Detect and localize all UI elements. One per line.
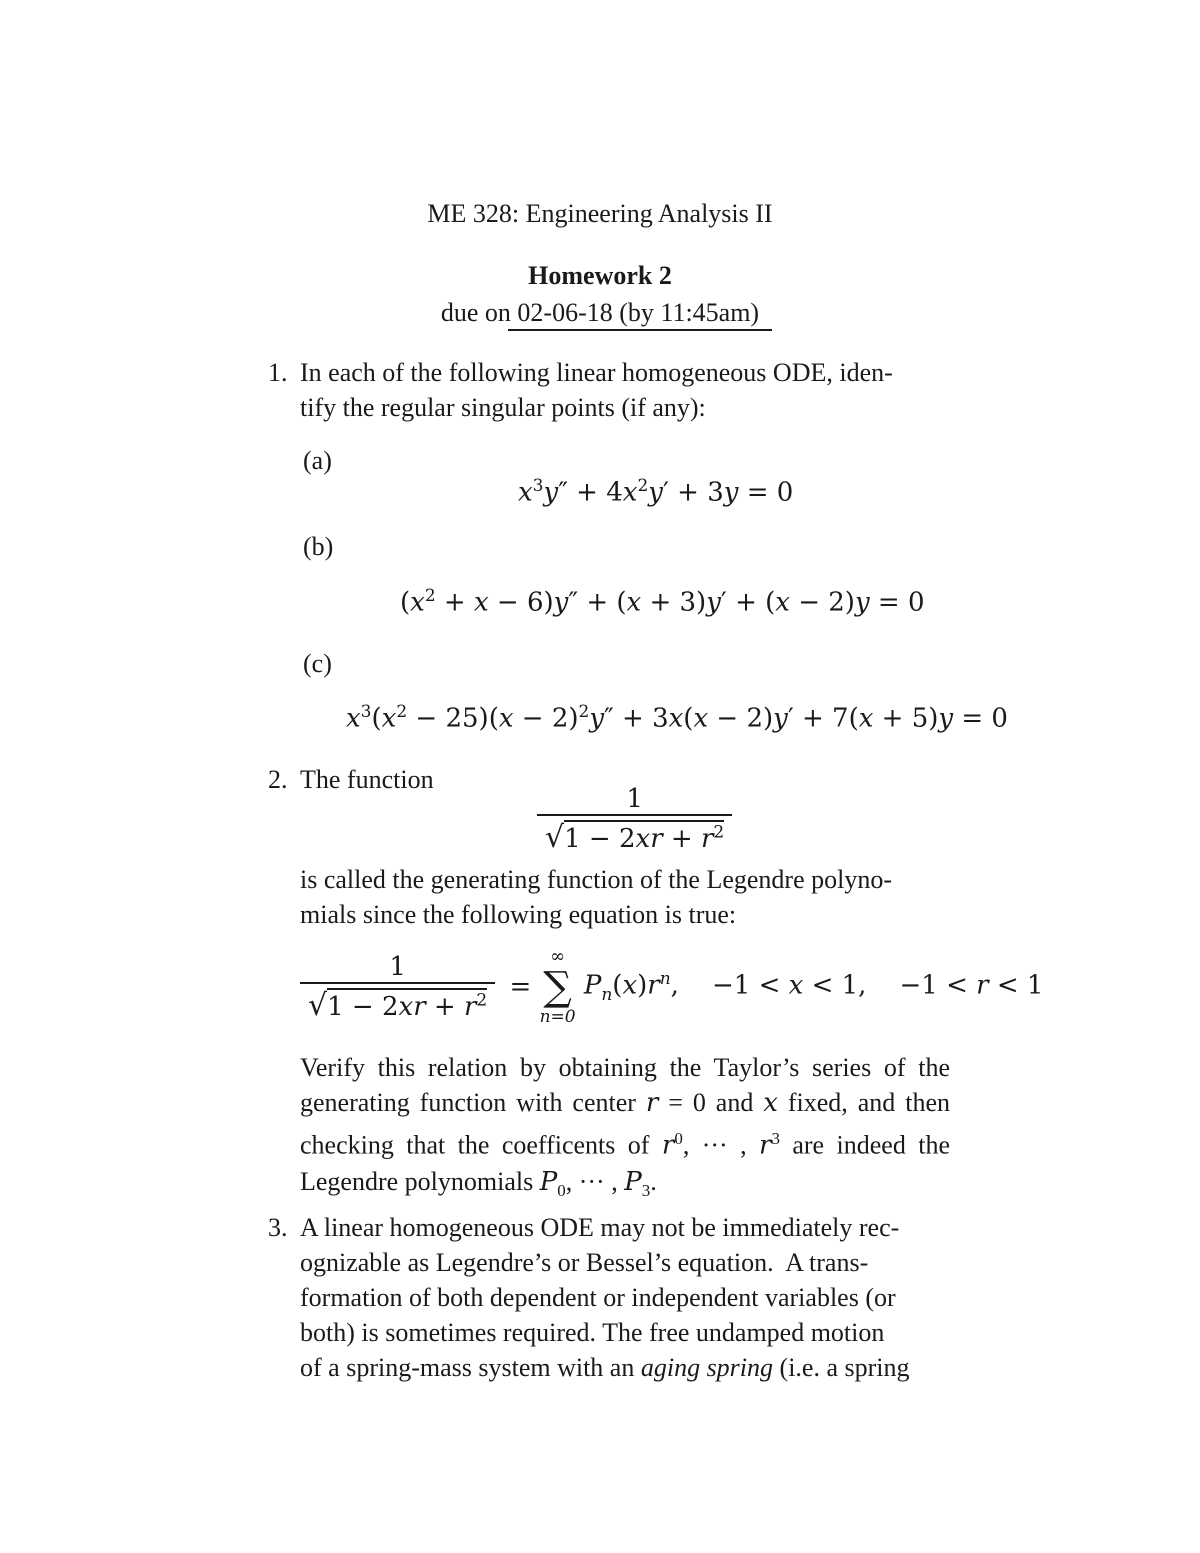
problem-2-number: 2.	[268, 765, 288, 794]
sigma-symbol: ∑	[543, 964, 572, 1010]
course-title: ME 328: Engineering Analysis II	[427, 199, 773, 228]
problem-1-intro: In each of the following linear homogeneous ODE, iden- tify the regular singular points (if any):	[300, 358, 893, 422]
legendre-generating-equation: $\frac{1}{√1 - 2xr + r^2}$ = ∞ ∑ n=0 $P_n(x)r^n$, −1 < x < 1, −1 < r < 1	[300, 948, 1043, 1026]
problem-2-text1: is called the generating function of the Legendre polyno- mials since the following equation is true:	[300, 865, 893, 929]
equation-1a: $x^3y'' + 4x^2y' + 3y = 0$	[518, 476, 794, 508]
problem-1c-label: (c)	[303, 649, 332, 678]
equation-1c: $x^3(x^2 - 25)(x - 2)^2y'' + 3x(x - 2)y' + 7(x + 5)y = 0$	[346, 702, 1008, 734]
assignment-title: Homework 2	[528, 261, 672, 290]
due-date: due on 02-06-18 (by 11:45am)	[440, 298, 760, 327]
problem-3-number: 3.	[268, 1213, 288, 1242]
gf-numerator: 1	[626, 784, 643, 814]
problem-1a-label: (a)	[303, 446, 332, 475]
problem-1-number: 1.	[268, 358, 288, 387]
problem-1b-label: (b)	[303, 532, 334, 561]
problem-2-text2: Verify this relation by obtaining the Taylor’s series of the generating function with center r = 0 and x fixed, and then checking that the coefficents of $r^0$, ··· , $r^3$ are indeed the Legendre polynomials $P_0$, ··· , $P_3$.	[300, 1053, 950, 1200]
problem-3-text: A linear homogeneous ODE may not be immediately rec- ognizable as Legendre’s or Bessel’s equation. A trans- formation of both dependent or independent variables (or both) is sometimes required. The free undamped motion of a spring-mass system with an aging spring (i.e. a spring	[300, 1213, 910, 1382]
due-underline	[508, 329, 772, 331]
problem-2-lead: The function	[300, 765, 434, 794]
generating-function: $\frac{1}{√1 - 2xr + r^2}$	[537, 784, 732, 855]
due-line-wrap	[0, 295, 1200, 330]
sum-upper: ∞	[550, 946, 566, 967]
equation-1b: $(x^2 + x - 6)y'' + (x + 3)y' + (x - 2)y = 0$	[400, 586, 925, 618]
sum-lower: n=0	[539, 1007, 576, 1027]
